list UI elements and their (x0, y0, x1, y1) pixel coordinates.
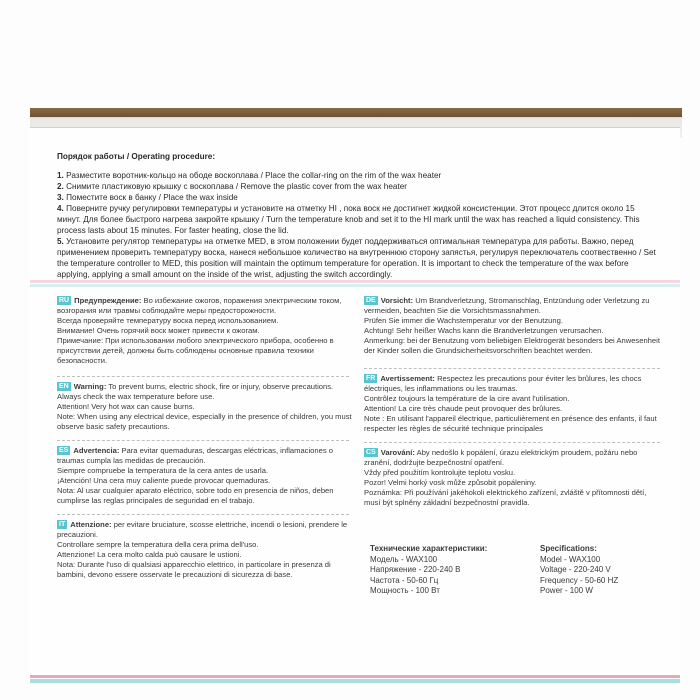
warning-cs: CS Varování: Aby nedošlo k popálení, úrazu elektrickým proudem, požáru nebo zranění, dodržujte bezpečnostní opatření. Vždy před použitím kontrolujte teplotu vosku. Pozor! Velmi horký vosk může způsobit popáleniny. Poznámka: Při používání jakéhokoli elektrického zařízení, zvláště v přítomnosti dětí, musí být splněny základní bezpečnostní pravidla. (364, 448, 647, 507)
warning-fr: FR Avertissement: Respectez les precautions pour éviter les brûlures, les chocs électriques, les inflammations ou les traumas. Contrôlez toujours la température de la cire avant l'utilisation. Attention! La cire très chaude peut provoquer des brûlures. Note : En utilisant l'appareil électrique, particulièrement en présence des enfants, il faut respecter les règles de sécurité technique principales (364, 374, 657, 433)
specs-en-title: Specifications: (540, 544, 597, 553)
warning-es: ES Advertencia: Para evitar quemaduras, descargas eléctricas, inflamaciones o traumas cumpla las medidas de precaución. Siempre compruebe la temperatura de la cera antes de usarla. ¡Atención! Una cera muy caliente puede provocar quemaduras. Nota: Al usar cualquier aparato eléctrico, sobre todo en presencia de niños, deben cumplirse las reglas principales de seguridad en el trabajo. (57, 446, 334, 505)
warning-it: IT Attenzione: per evitare bruciature, scosse elettriche, incendi o lesioni, prendere le precauzioni. Controllare sempre la temperatura della cera prima dell'uso. Attenzione! La cera molto calda può causare le ustioni. Nota: Durante l'uso di qualsiasi apparecchio elettrico, in particolare in presenza di bambini, devono essere osservate le precauzioni di sicurezza di base. (57, 520, 348, 579)
stripe-divider (30, 280, 680, 288)
procedure-step: 4. Поверните ручку регулировки температуры и установите на отметку HI , пока воск не достигнет жидкой консистенции. Этот процесс длится около 15 минут. Для более быстрого нагрева закройте крышку / Turn the temperature knob and set it to the HI mark until the wax has reached a liquid consistency. This process lasts about 15 minutes. For faster heating, close the lid. (57, 204, 640, 236)
separator (57, 514, 349, 515)
lang-tag-es: ES (59, 447, 69, 454)
specs-ru-title: Технические характеристики: (370, 544, 488, 553)
specs-en: Specifications: Model - WAX100 Voltage - 220-240 V Frequency - 50-60 HZ Power - 100 W (540, 544, 660, 597)
operating-procedure (57, 143, 657, 280)
separator (57, 376, 349, 377)
lang-tag-fr: FR (366, 375, 376, 382)
lang-tag-en: EN (59, 383, 69, 390)
procedure-step: 3. Поместите воск в банку / Place the wax inside (57, 193, 238, 203)
separator (364, 368, 660, 369)
lang-tag-cs: CS (366, 449, 376, 456)
procedure-step: 2. Снимите пластиковую крышку с воскоплава / Remove the plastic cover from the wax heater (57, 182, 407, 192)
specs-ru: Технические характеристики: Модель - WAX100 Напряжение - 220-240 В Частота - 50-60 Гц Мощность - 100 Вт (370, 544, 505, 597)
warning-en: EN Warning: To prevent burns, electric shock, fire or injury, observe precautions. Always check the wax temperature before use. Attention! Very hot wax can cause burns. Note: When using any electrical device, especially in the presence of children, you must observe basic safety precautions. (57, 382, 352, 431)
bottom-stripes (30, 675, 680, 683)
separator (57, 440, 349, 441)
separator (364, 442, 660, 443)
lang-tag-de: DE (366, 297, 376, 304)
lang-tag-it: IT (59, 521, 66, 528)
procedure-step: 1. Разместите воротник-кольцо на ободе воскоплава / Place the collar-ring on the rim of the wax heater (57, 171, 442, 181)
warning-ru: RU Предупреждение: Во избежание ожогов, поражения электрическим током, возгорания или травмы соблюдайте меры предосторожности. Всегда проверяйте температуру воска перед использованием. Внимание! Очень горячий воск может привести к ожогам. Примечание: При использовании любого электрического прибора, особенно в присутствии детей, должны быть соблюдены основные правила техники безопасности. (57, 296, 342, 365)
procedure-step: 5. Установите регулятор температуры на отметке MED, в этом положении будет поддерживаться оптимальная температура для работы. Важно, перед применением проверить температуру воска, нанеся небольшое количество на внутреннюю сторону запястья, регулируя переключатель соотвественно / Set the temperature controller to MED, this position will maintain the optimum temperature for operation. It is important to check the temperature of the wax before applying, applying a small amount on the inside of the wrist, adjusting the switch accordingly. (57, 237, 656, 280)
procedure-heading: Порядок работы / Operating procedure: (57, 152, 216, 162)
lang-tag-ru: RU (59, 297, 70, 304)
warning-de: DE Vorsicht: Um Brandverletzung, Stromanschlag, Entzündung oder Verletzung zu vermeiden, beachten Sie die Vorsichtsmassnahmen. Prüfen Sie immer die Wachstemperatur vor der Benutzung. Achtung! Sehr heißer Wachs kann die Brandverletzungen verursachen. Anmerkung: bei der Benutzung vom beliebigen Elektrogerät besonders bei Anwesenheit der Kinder sollen die Grundsicherheitsvorschriften beachtet werden. (364, 296, 660, 355)
